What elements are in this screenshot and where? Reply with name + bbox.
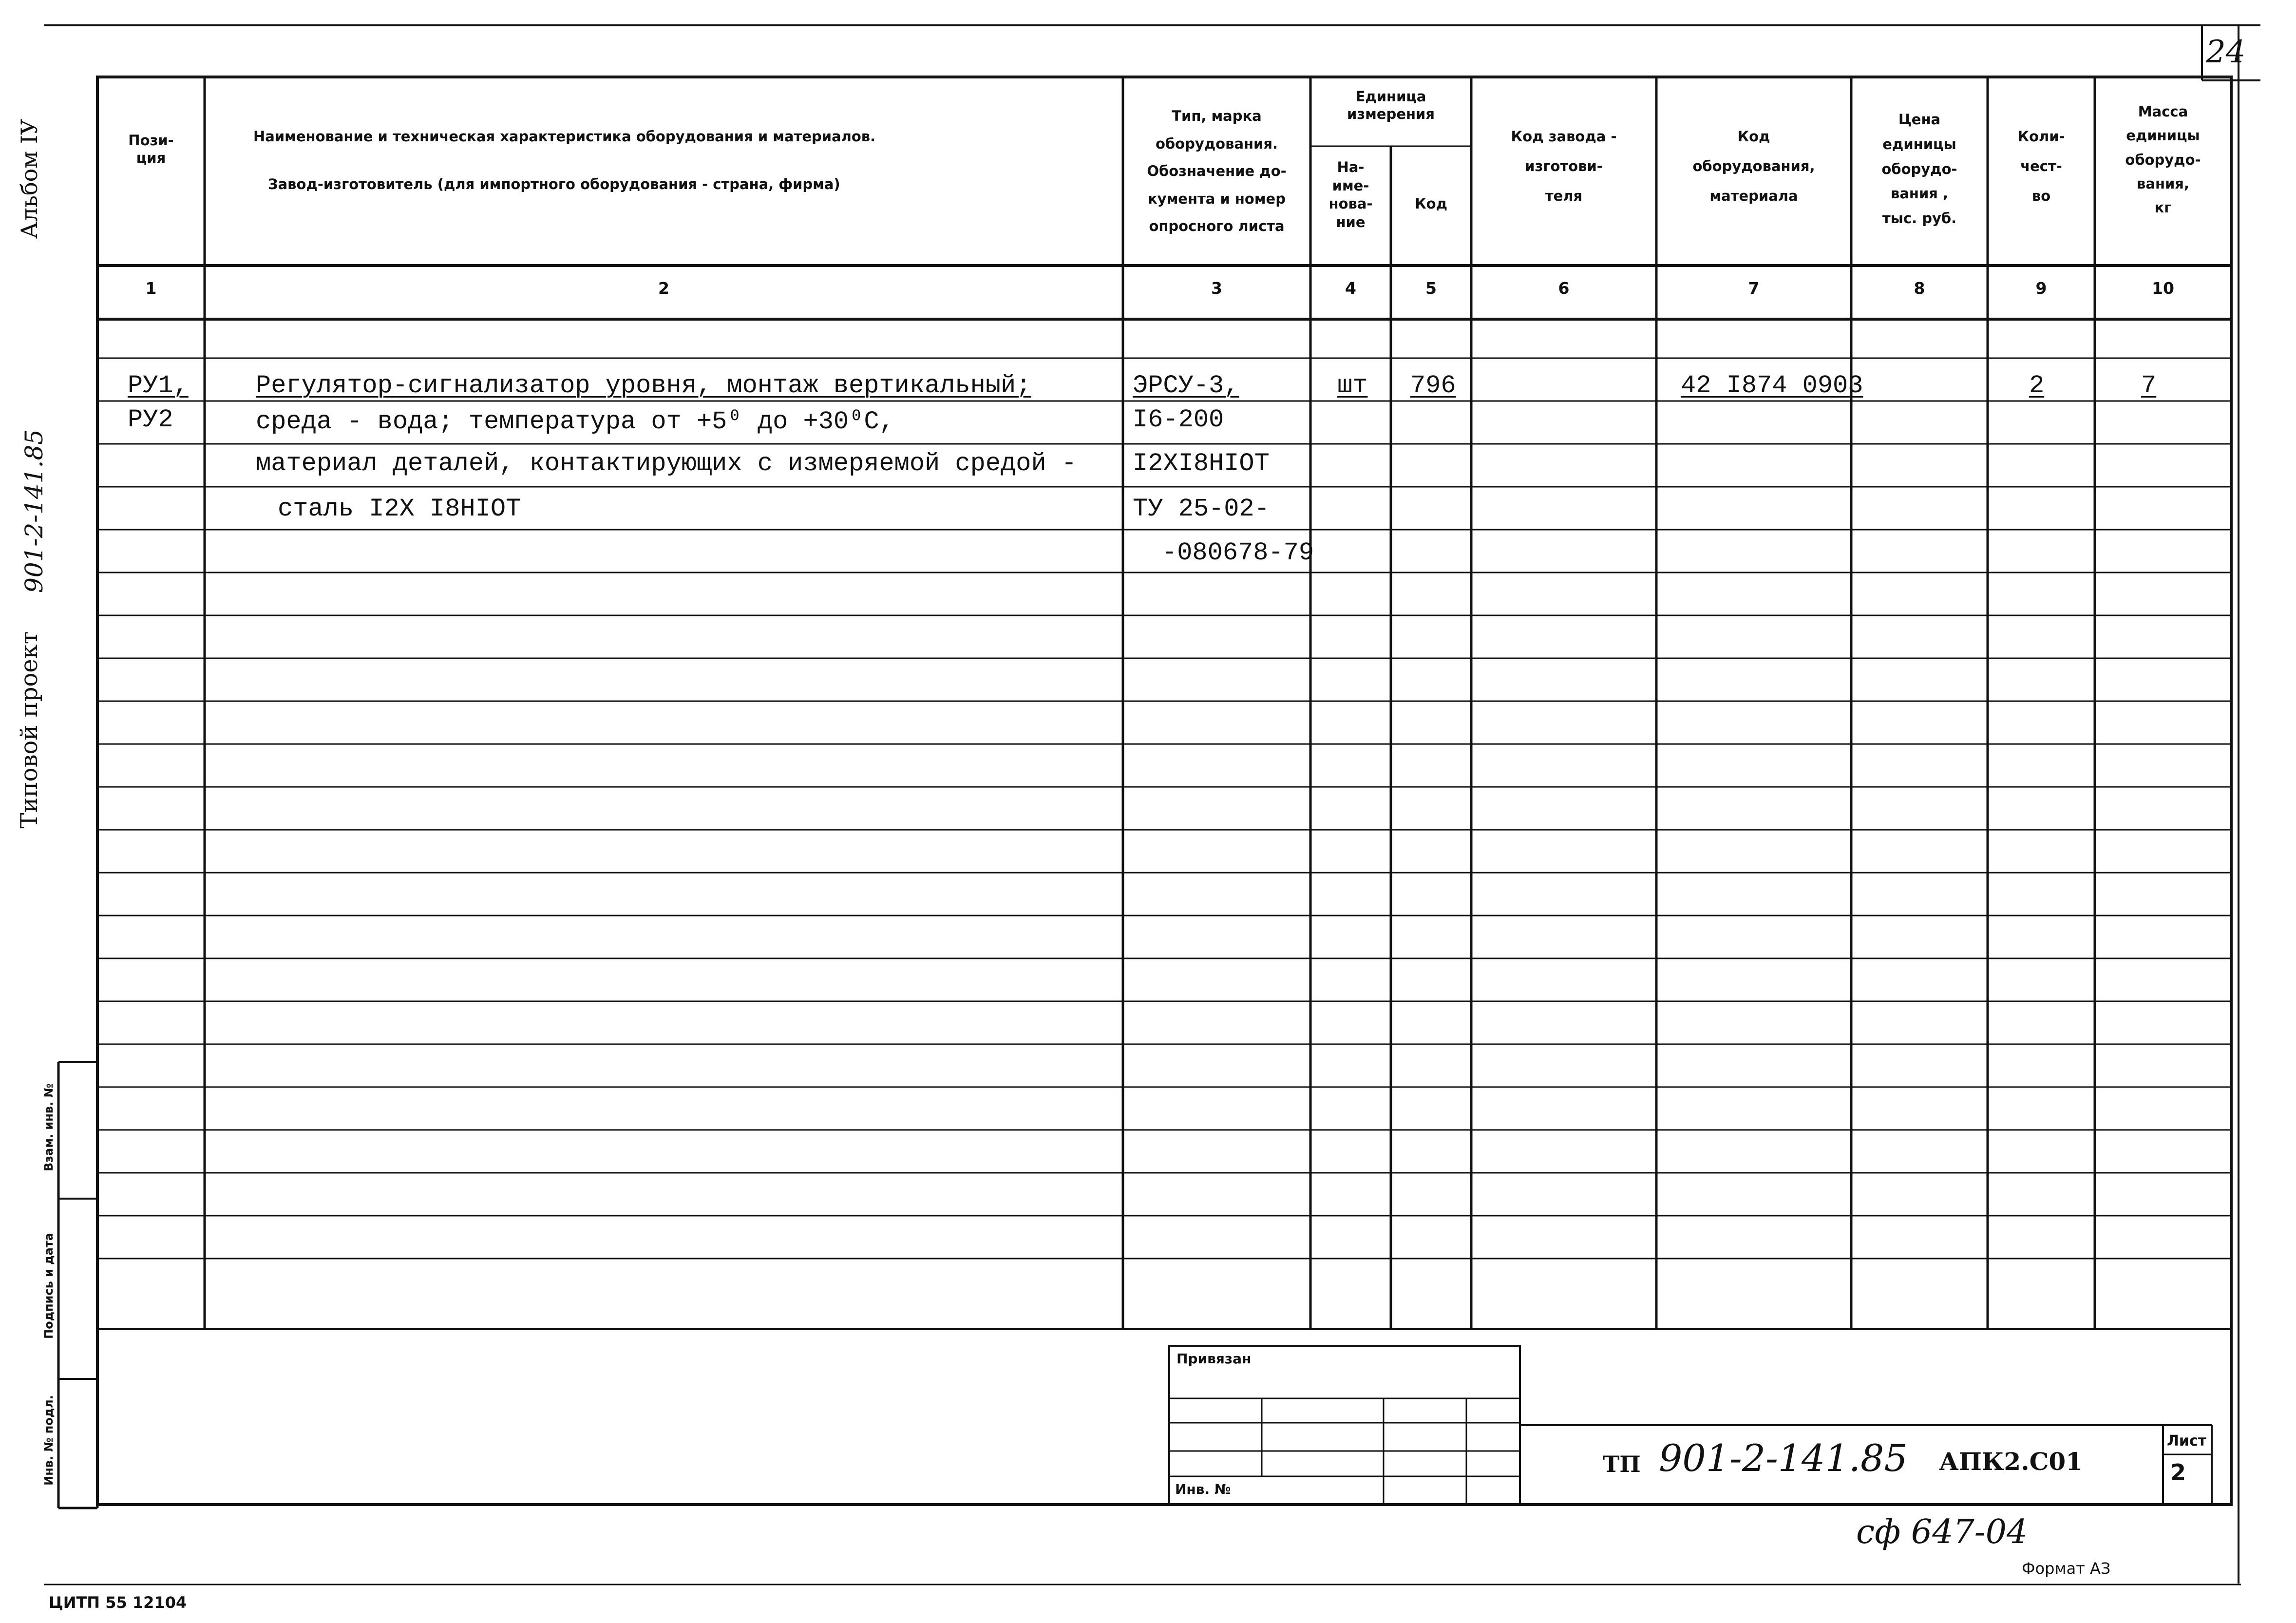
header-name-line2: Завод-изготовитель (для импортного оборудования - страна, фирма) (268, 176, 840, 192)
stamp-label-signature-date: Подпись и дата (42, 1233, 56, 1339)
header-unit-group: Единица измерения (1347, 88, 1435, 123)
sheet-number: 2 (2170, 1459, 2186, 1486)
table-row-2-type: I6-200 (1133, 405, 1224, 434)
header-name-line1: Наименование и техническая характеристика оборудования и материалов. (253, 128, 876, 145)
side-project-number: 901-2-141.85 (20, 429, 48, 593)
header-position: Пози- ция (128, 132, 174, 167)
table-row-1-name: Регулятор-сигнализатор уровня, монтаж вертикальный; (256, 371, 1031, 400)
table-row-2-position: РУ2 (128, 405, 173, 434)
header-mass: Масса единицы оборудо- вания, кг (2125, 103, 2201, 216)
header-unit-name: На- име- нова- ние (1328, 159, 1373, 231)
bottom-handwritten-note: сф 647-04 (1856, 1513, 2028, 1551)
side-album-label: Альбом IУ (16, 118, 42, 239)
col-number-1: 1 (145, 279, 157, 298)
table-row-1-position: РУ1, (128, 371, 189, 400)
col-number-9: 9 (2035, 279, 2047, 298)
format-label: Формат АЗ (2022, 1559, 2111, 1578)
table-row-1-unit-name: шт (1337, 371, 1368, 400)
col-number-8: 8 (1914, 279, 1925, 298)
col-number-7: 7 (1748, 279, 1760, 298)
col-number-10: 10 (2152, 279, 2174, 298)
table-row-1-quantity: 2 (2029, 371, 2045, 400)
col-number-3: 3 (1211, 279, 1222, 298)
table-row-5-type: -080678-79 (1162, 538, 1314, 567)
col-number-6: 6 (1558, 279, 1570, 298)
inv-number-label: Инв. № (1175, 1481, 1231, 1497)
table-row-2-name: среда - вода; температура от +5⁰ до +30⁰С, (256, 407, 894, 436)
table-row-3-name: материал деталей, контактирующих с измеряемой средой - (256, 449, 1077, 478)
table-row-1-type: ЭРСУ-3, (1133, 371, 1239, 400)
table-row-4-name: сталь I2X I8HIOT (278, 495, 521, 523)
doc-code: АПК2.С01 (1939, 1447, 2083, 1476)
tp-prefix: ТП (1603, 1451, 1641, 1477)
stamp-label-inv-original: Инв. № подл. (42, 1395, 56, 1486)
table-row-1-unit-code: 796 (1410, 371, 1456, 400)
header-equipment-code: Код оборудования, материала (1692, 128, 1815, 204)
tp-number-handwritten: 901-2-141.85 (1659, 1436, 1908, 1480)
table-row-1-mass: 7 (2141, 371, 2157, 400)
col-number-2: 2 (658, 279, 669, 298)
col-number-5: 5 (1425, 279, 1437, 298)
table-row-4-type: ТУ 25-02- (1133, 495, 1270, 523)
side-project-label: Типовой проект (16, 631, 43, 829)
header-unit-code: Код (1414, 195, 1448, 212)
attached-label: Привязан (1176, 1351, 1252, 1367)
table-row-3-type: I2XI8HIOT (1133, 449, 1270, 478)
header-price: Цена единицы оборудо- вания , тыс. руб. (1881, 111, 1957, 227)
table-row-1-equipment-code: 42 I874 0903 (1681, 371, 1863, 400)
stamp-label-replace-inv: Взам. инв. № (42, 1083, 56, 1172)
header-type: Тип, марка оборудования. Обозначение до- кумента и номер опросного листа (1147, 108, 1287, 235)
header-factory-code: Код завода - изготови- теля (1511, 128, 1617, 204)
page-corner-number: 24 (2206, 34, 2246, 70)
header-quantity: Коли- чест- во (2017, 128, 2065, 204)
bottom-left-code: ЦИТП 55 12104 (49, 1593, 187, 1612)
col-number-4: 4 (1345, 279, 1356, 298)
sheet-label: Лист (2167, 1432, 2207, 1450)
